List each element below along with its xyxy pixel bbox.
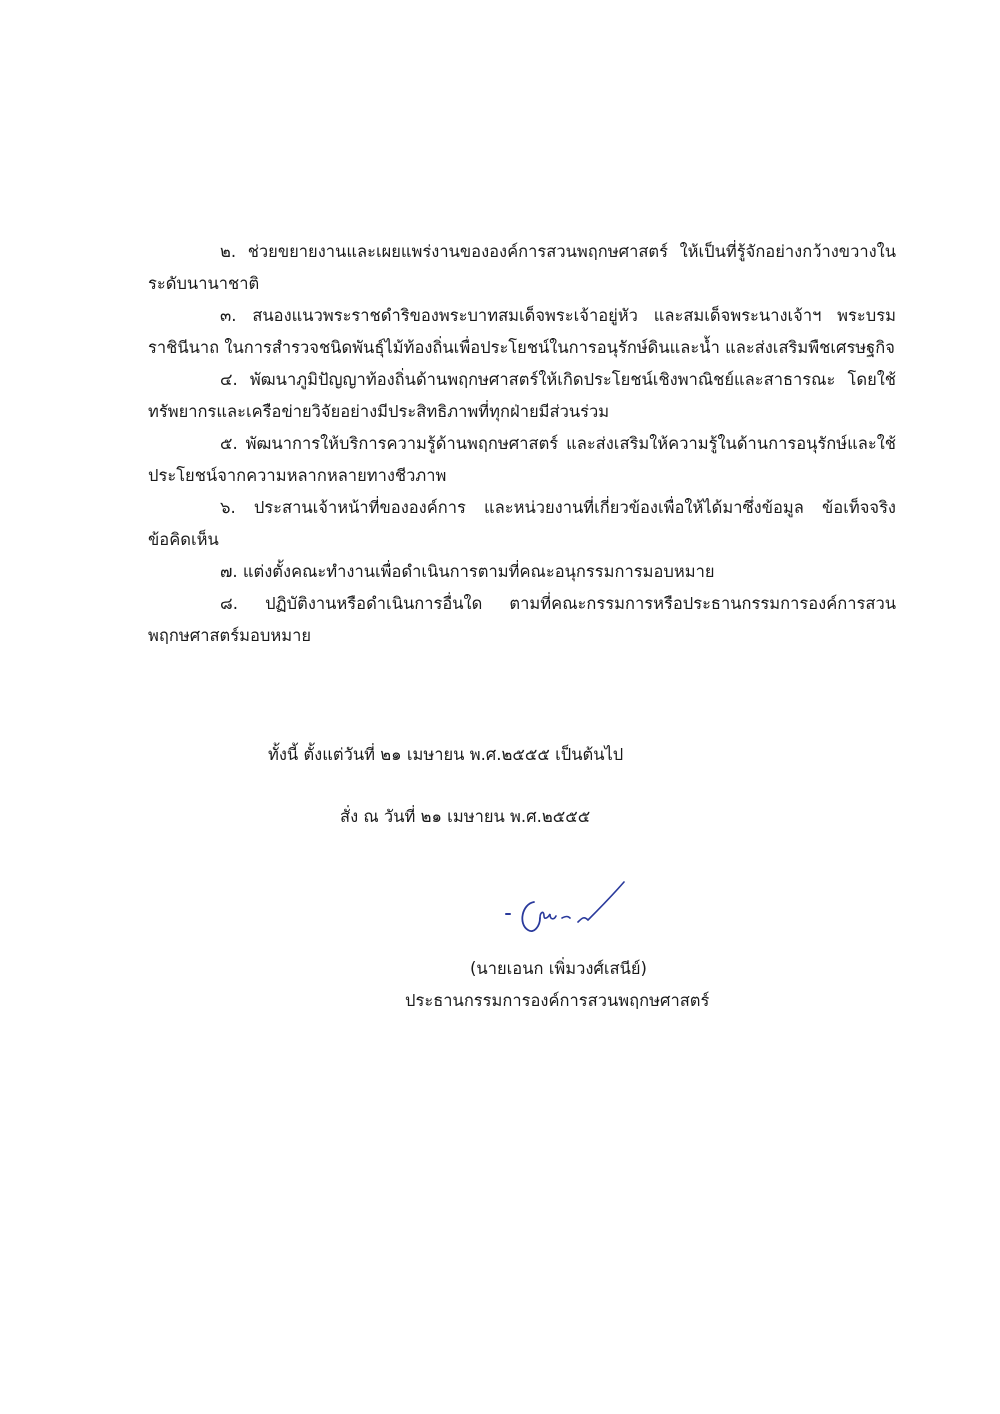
duty-item-8: ๘. ปฏิบัติงานหรือดำเนินการอื่นใด ตามที่คณะกรรมการหรือประธานกรรมการองค์การสวนพฤกษศาสตร์มอบหมาย (148, 594, 896, 645)
duty-item-3: ๓. สนองแนวพระราชดำริของพระบาทสมเด็จพระเจ้าอยู่หัว และสมเด็จพระนางเจ้าฯ พระบรมราชินีนาถ ในการสำรวจชนิดพันธุ์ไม้ท้องถิ่นเพื่อประโยชน์ในการอนุรักษ์ดินและน้ำ และส่งเสริมพืชเศรษฐกิจ (148, 306, 896, 357)
handwritten-signature (500, 872, 640, 952)
duties-list (148, 236, 896, 652)
duty-item-6: ๖. ประสานเจ้าหน้าที่ขององค์การ และหน่วยงานที่เกี่ยวข้องเพื่อให้ได้มาซึ่งข้อมูล ข้อเท็จจริง ข้อคิดเห็น (148, 498, 896, 549)
order-date-line: สั่ง ณ วันที่ ๒๑ เมษายน พ.ศ.๒๕๕๕ (340, 807, 591, 826)
signer-name: (นายเอนก เพิ่มวงศ์เสนีย์) (470, 959, 647, 978)
duty-item-5: ๕. พัฒนาการให้บริการความรู้ด้านพฤกษศาสตร์ และส่งเสริมให้ความรู้ในด้านการอนุรักษ์และใช้ประโยชน์จากความหลากหลายทางชีวภาพ (148, 434, 896, 485)
duty-item-2: ๒. ช่วยขยายงานและเผยแพร่งานขององค์การสวนพฤกษศาสตร์ ให้เป็นที่รู้จักอย่างกว้างขวางในระดับนานาชาติ (148, 242, 896, 293)
duty-item-7: ๗. แต่งตั้งคณะทำงานเพื่อดำเนินการตามที่คณะอนุกรรมการมอบหมาย (220, 562, 715, 581)
signer-title: ประธานกรรมการองค์การสวนพฤกษศาสตร์ (405, 991, 710, 1010)
duty-item-4: ๔. พัฒนาภูมิปัญญาท้องถิ่นด้านพฤกษศาสตร์ให้เกิดประโยชน์เชิงพาณิชย์และสาธารณะ โดยใช้ทรัพยากรและเครือข่ายวิจัยอย่างมีประสิทธิภาพที่ทุกฝ่ายมีส่วนร่วม (148, 370, 896, 421)
effective-date-line: ทั้งนี้ ตั้งแต่วันที่ ๒๑ เมษายน พ.ศ.๒๕๕๕ เป็นต้นไป (268, 745, 624, 764)
